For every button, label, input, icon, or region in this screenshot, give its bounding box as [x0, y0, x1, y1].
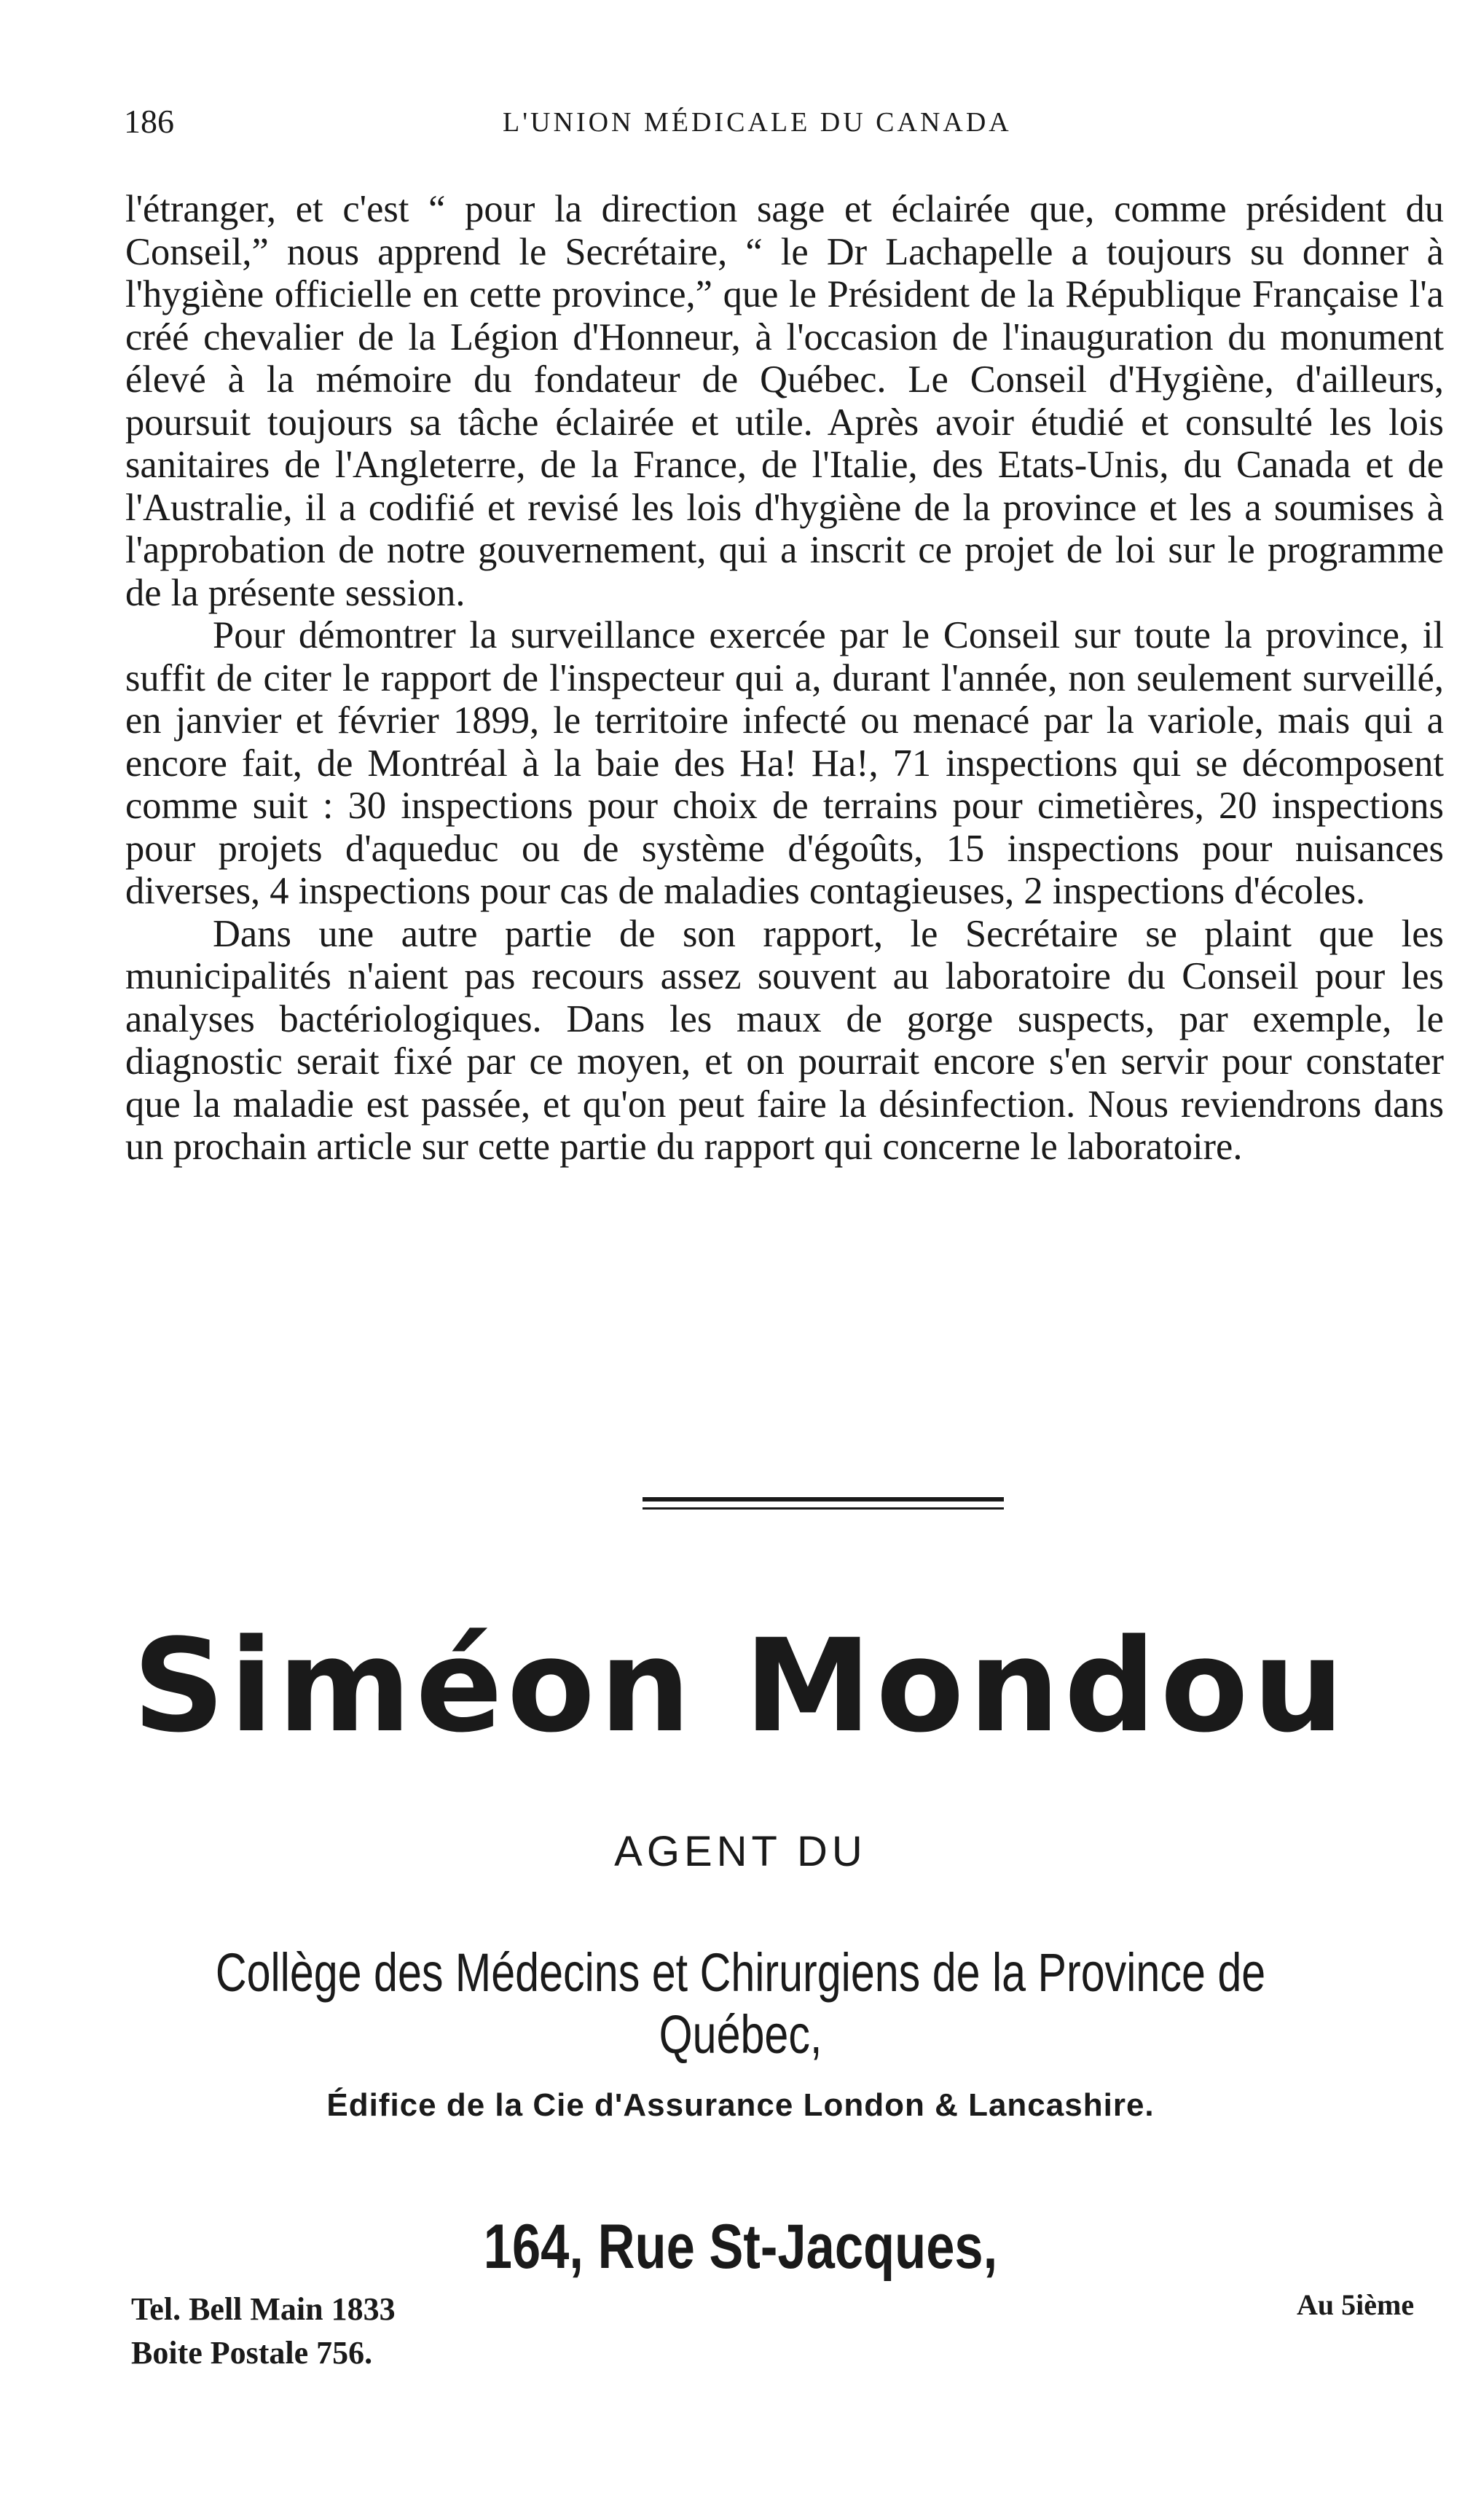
floor-note: Au 5ième: [1297, 2288, 1415, 2321]
journal-title: L'UNION MÉDICALE DU CANADA: [503, 107, 1012, 138]
section-divider: [643, 1507, 1004, 1510]
paragraph: Dans une autre partie de son rapport, le Secrétaire se plaint que les municipalités n'aient pas recours assez souvent au laboratoire du Conseil pour les analyses bactériologiques. Dans les maux de gorge suspects, par exemple, le diagnostic serait fixé par ce moyen, et on pourrait encore s'en servir pour constater que la maladie est passée, et qu'on peut faire la désinfection. Nous reviendrons dans un prochain article sur cette partie du rapport qui concerne le laboratoire.: [125, 912, 1444, 1168]
college-name: Collège des Médecins et Chirurgiens de la Province de Québec,: [215, 1942, 1266, 2065]
page-number: 186: [124, 103, 174, 140]
telephone: Tel. Bell Main 1833: [131, 2291, 396, 2327]
agent-line: AGENT DU: [614, 1828, 867, 1875]
contact-block: [131, 2288, 396, 2375]
article-body: [125, 188, 1444, 1169]
building-line: Édifice de la Cie d'Assurance London & Lancashire.: [326, 2087, 1155, 2123]
section-divider: [643, 1497, 1004, 1502]
advertiser-name: Siméon Mondou: [133, 1612, 1348, 1761]
street-address: 164, Rue St-Jacques,: [483, 2212, 998, 2282]
paragraph: Pour démontrer la surveillance exercée par le Conseil sur toute la province, il suffit de citer le rapport de l'inspecteur qui a, durant l'année, non seulement surveillé, en janvier et février 1899, le territoire infecté ou menacé par la variole, mais qui a encore fait, de Montréal à la baie des Ha! Ha!, 71 inspections qui se décomposent comme suit : 30 inspections pour choix de terrains pour cimetières, 20 inspections pour projets d'aqueduc ou de système d'égoûts, 15 inspections pour nuisances diverses, 4 inspections pour cas de maladies contagieuses, 2 inspections d'écoles.: [125, 614, 1444, 912]
postal-box: Boite Postale 756.: [131, 2335, 373, 2371]
paragraph: l'étranger, et c'est “ pour la direction sage et éclairée que, comme président du Conseil,” nous apprend le Secrétaire, “ le Dr Lachapelle a toujours su donner à l'hygiène officielle en cette province,” que le Président de la République Française l'a créé chevalier de la Légion d'Honneur, à l'occasion de l'inauguration du monument élevé à la mémoire du fondateur de Québec. Le Conseil d'Hygiène, d'ailleurs, poursuit toujours sa tâche éclairée et utile. Après avoir étudié et consulté les lois sanitaires de l'Angleterre, de la France, de l'Italie, des Etats-Unis, du Canada et de l'Australie, il a codifié et revisé les lois d'hygiène de la province et les a soumises à l'approbation de notre gouvernement, qui a inscrit ce projet de loi sur le programme de la présente session.: [125, 188, 1444, 614]
running-head: [124, 102, 1437, 146]
